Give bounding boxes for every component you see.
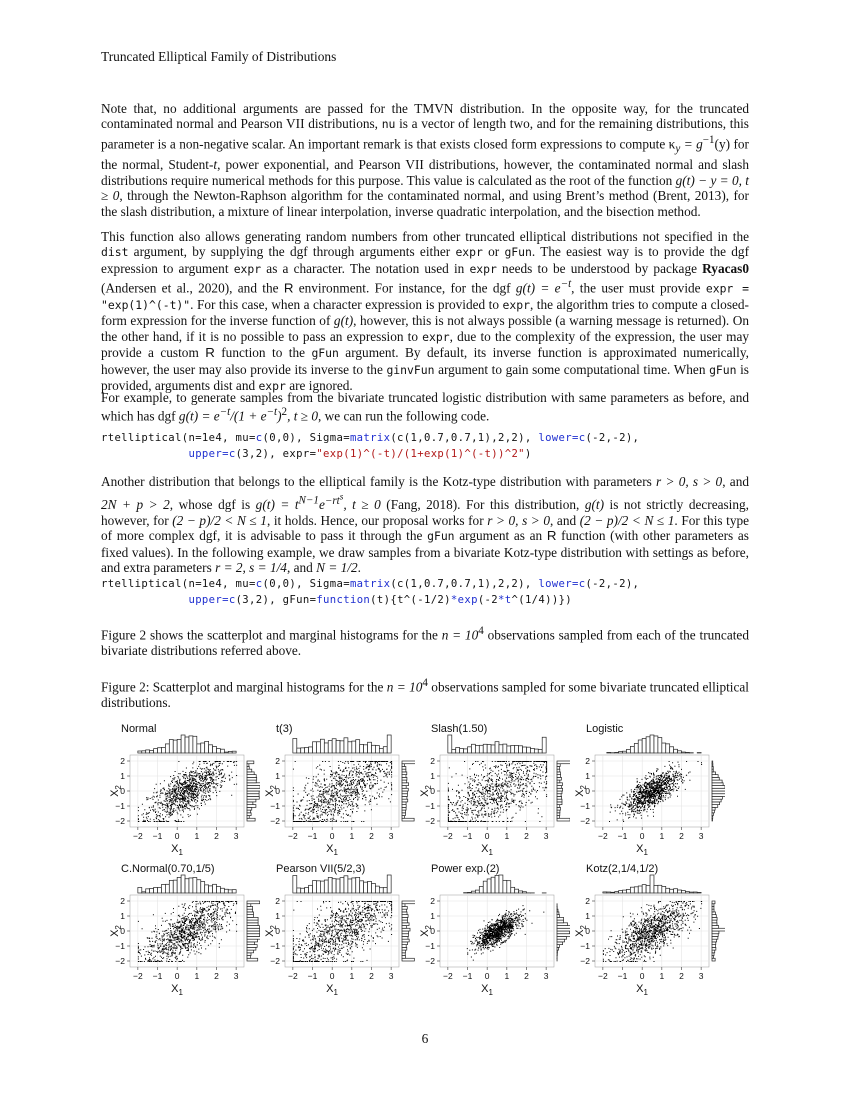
panel-logistic	[565, 718, 725, 858]
paragraph-3: For example, to generate samples from the bivariate truncated logistic distribution with same parameters as before, and which has dgf $g(t) = e^{-t}/(1 + e^{-t})^2$, t ≥ 0, we can run the following code.	[101, 390, 749, 424]
panel-powerexp	[410, 858, 570, 998]
x-tick-label: 1	[349, 971, 355, 981]
y-tick-label: 0	[430, 786, 435, 796]
y-tick-label: 2	[585, 756, 590, 766]
panel-slash	[410, 718, 570, 858]
paragraph-4: Another distribution that belongs to the elliptical family is the Kotz-type distribution with parameters r > 0, s > 0, and 2N + p > 2, whose dgf is $g(t) = t^{N-1}e^{-rt^s}$, t ≥ 0 (Fang, 2018). For this distribution, g(t) is not strictly decreasing, however, for (2 − p)/2 < N ≤ 1, it holds. Hence, our proposal works for r > 0, s > 0, and (2 − p)/2 < N ≤ 1. For this type of more complex dgf, it is advisable to pass it through the gFun argument as an R function (with other parameters as fixed values). In the following example, we draw samples from a bivariate Kotz-type distribution with settings as before, and extra parameters r = 2, s = 1/4, and N = 1/2.	[101, 474, 750, 576]
x-tick-label: 2	[679, 831, 684, 841]
y-axis-label: $X_2$	[264, 785, 278, 797]
y-tick-label: −2	[115, 956, 125, 966]
y-tick-label: −1	[270, 941, 280, 951]
panel-normal	[100, 718, 260, 858]
page-number: 6	[421, 1031, 429, 1046]
panel-title: Logistic	[586, 723, 624, 735]
x-tick-label: −1	[617, 831, 628, 841]
x-tick-label: 0	[639, 831, 645, 841]
y-tick-label: 0	[275, 926, 280, 936]
y-tick-label: 1	[275, 911, 280, 921]
x-tick-label: 2	[524, 971, 529, 981]
y-tick-label: −2	[115, 816, 125, 826]
y-tick-label: 2	[120, 756, 125, 766]
x-tick-label: −1	[462, 971, 473, 981]
marginal-histogram-x	[464, 875, 547, 893]
x-tick-label: 3	[233, 831, 239, 841]
x-tick-label: 0	[484, 971, 490, 981]
x-tick-label: −1	[152, 831, 163, 841]
x-axis-label: $X_1$	[481, 843, 493, 857]
y-axis-label: $X_2$	[109, 785, 123, 797]
panel-title: Kotz(2,1/4,1/2)	[586, 863, 659, 875]
y-tick-label: 0	[120, 786, 125, 796]
x-axis-label: $X_1$	[326, 983, 338, 997]
panel-kotz	[565, 858, 725, 998]
y-tick-label: 1	[585, 911, 590, 921]
x-tick-label: 0	[174, 971, 180, 981]
marginal-histogram-x	[607, 735, 701, 753]
panel-title: C.Normal(0.70,1/5)	[121, 863, 215, 875]
y-tick-label: −1	[580, 941, 590, 951]
panel-pearson	[255, 858, 415, 998]
marginal-histogram-y	[712, 901, 725, 961]
x-tick-label: −2	[133, 971, 143, 981]
y-tick-label: −2	[270, 816, 280, 826]
y-axis-label: $X_2$	[419, 925, 433, 937]
figure-caption: Figure 2: Scatterplot and marginal histograms for the $n = 10^4$ observations sampled for some bivariate truncated elliptical distributions.	[101, 677, 749, 710]
paragraph-2: This function also allows generating random numbers from other truncated elliptical distributions not specified in the dist argument, by supplying the dgf through arguments either expr or gFun. The easiest way is to provide the dgf expression to argument expr as a character. The notation used in expr needs to be understood by package Ryacas0 (Andersen et al., 2020), and the R environment. For instance, for the dgf $g(t) = e^{-t}$, the user must provide expr = "exp(1)^(-t)". For this case, when a character expression is provided to expr, the algorithm tries to compute a closed-form expression for the inverse function of g(t), however, this is not always possible (a warning message is returned). On the other hand, if it is no possible to pass an expression to expr, due to the complexity of the expression, the user may provide a custom R function to the gFun argument. By default, its inverse function is approximated numerically, however, the user may also provide its inverse to the ginvFun argument to gain some computational time. When gFun is provided, arguments dist and expr are ignored.	[101, 229, 750, 394]
y-axis-label: $X_2$	[419, 785, 433, 797]
x-tick-label: 0	[639, 971, 645, 981]
marginal-histogram-x	[603, 875, 701, 893]
y-tick-label: −1	[580, 801, 590, 811]
y-axis-label: $X_2$	[574, 925, 588, 937]
y-tick-label: 1	[430, 771, 435, 781]
y-tick-label: 1	[120, 771, 125, 781]
x-axis-label: $X_1$	[326, 843, 338, 857]
marginal-histogram-x	[293, 875, 391, 893]
plot-area	[285, 895, 399, 967]
y-tick-label: −1	[425, 801, 435, 811]
x-tick-label: 3	[388, 831, 394, 841]
y-tick-label: 0	[585, 786, 590, 796]
x-axis-label: $X_1$	[481, 983, 493, 997]
x-tick-label: 3	[698, 831, 704, 841]
code-nu: nu	[381, 117, 396, 132]
y-tick-label: 1	[275, 771, 280, 781]
panel-title: Normal	[121, 723, 157, 735]
y-tick-label: −1	[425, 941, 435, 951]
marginal-histogram-x	[138, 735, 236, 753]
y-tick-label: −1	[270, 801, 280, 811]
marginal-histogram-y	[712, 761, 725, 821]
code-block-kotz: rtelliptical(n=1e4, mu=c(0,0), Sigma=matrix(c(1,0.7,0.7,1),2,2), lower=c(-2,-2), upper=c(3,2), gFun=function(t){t^(-1/2)*exp(-2*t^(1/4))})	[101, 578, 640, 606]
x-tick-label: 0	[329, 971, 335, 981]
x-tick-label: 2	[214, 831, 219, 841]
marginal-histogram-x	[448, 735, 546, 753]
x-tick-label: −2	[133, 831, 143, 841]
y-tick-label: 0	[430, 926, 435, 936]
x-tick-label: 1	[349, 831, 355, 841]
y-axis-label: $X_2$	[574, 785, 588, 797]
y-axis-label: $X_2$	[264, 925, 278, 937]
y-tick-label: −1	[115, 941, 125, 951]
x-tick-label: −2	[443, 831, 453, 841]
y-tick-label: 2	[430, 756, 435, 766]
y-tick-label: −2	[425, 956, 435, 966]
x-tick-label: 0	[484, 831, 490, 841]
y-tick-label: 1	[585, 771, 590, 781]
x-axis-label: $X_1$	[636, 843, 648, 857]
x-axis-label: $X_1$	[636, 983, 648, 997]
x-tick-label: −2	[288, 831, 298, 841]
x-tick-label: −2	[288, 971, 298, 981]
x-tick-label: 3	[543, 831, 549, 841]
code-block-logistic: rtelliptical(n=1e4, mu=c(0,0), Sigma=matrix(c(1,0.7,0.7,1),2,2), lower=c(-2,-2), upper=c(3,2), expr="exp(1)^(-t)/(1+exp(1)^(-t))^2")	[101, 432, 640, 460]
plot-area	[130, 895, 244, 967]
x-tick-label: 0	[329, 831, 335, 841]
x-tick-label: −2	[598, 971, 608, 981]
y-tick-label: −2	[425, 816, 435, 826]
x-tick-label: 3	[698, 971, 704, 981]
y-tick-label: 2	[585, 896, 590, 906]
x-axis-label: $X_1$	[171, 983, 183, 997]
marginal-histogram-x	[293, 735, 391, 753]
x-tick-label: 2	[524, 831, 529, 841]
running-header: Truncated Elliptical Family of Distributions	[101, 49, 337, 64]
y-tick-label: −1	[115, 801, 125, 811]
figure-2	[100, 718, 750, 998]
x-tick-label: 3	[388, 971, 394, 981]
y-tick-label: 1	[430, 911, 435, 921]
panel-title: Slash(1.50)	[431, 723, 488, 735]
x-tick-label: 1	[504, 971, 510, 981]
x-tick-label: 2	[369, 971, 374, 981]
x-tick-label: 3	[543, 971, 549, 981]
y-tick-label: −2	[580, 816, 590, 826]
x-tick-label: 1	[504, 831, 510, 841]
x-tick-label: 0	[174, 831, 180, 841]
x-tick-label: 1	[659, 971, 665, 981]
x-tick-label: −1	[152, 971, 163, 981]
panel-title: Pearson VII(5/2,3)	[276, 863, 366, 875]
x-tick-label: 1	[194, 971, 200, 981]
x-tick-label: −2	[598, 831, 608, 841]
y-tick-label: 2	[430, 896, 435, 906]
x-tick-label: 2	[679, 971, 684, 981]
y-axis-label: $X_2$	[109, 925, 123, 937]
y-tick-label: 0	[120, 926, 125, 936]
x-axis-label: $X_1$	[171, 843, 183, 857]
x-tick-label: 2	[369, 831, 374, 841]
panel-cnormal	[100, 858, 260, 998]
y-tick-label: 2	[275, 756, 280, 766]
x-tick-label: 2	[214, 971, 219, 981]
y-tick-label: −2	[580, 956, 590, 966]
panel-t3	[255, 718, 415, 858]
y-tick-label: 0	[585, 926, 590, 936]
y-tick-label: 0	[275, 786, 280, 796]
x-tick-label: 3	[233, 971, 239, 981]
panel-title: Power exp.(2)	[431, 863, 500, 875]
y-tick-label: 2	[120, 896, 125, 906]
x-tick-label: 1	[659, 831, 665, 841]
x-tick-label: 1	[194, 831, 200, 841]
package-ryacas0: Ryacas0	[702, 260, 749, 276]
marginal-histogram-x	[138, 875, 236, 893]
paragraph-1: Note that, no additional arguments are passed for the TMVN distribution. In the opposite way, for the truncated contaminated normal and Pearson VII distributions, nu is a vector of length two, and for the remaining distributions, this parameter is a non-negative scalar. An important remark is that exists closed form expressions to compute $\kappa_y = g^{-1}(y)$ for the normal, Student-t, power exponential, and Pearson VII distributions, however, the contaminated normal and slash distributions require numerical methods for this purpose. This value is calculated as the root of the function g(t) − y = 0, t ≥ 0, through the Newton-Raphson algorithm for the contaminated normal, and using Brent’s method (Brent, 2013), for the slash distribution, a mixture of linear interpolation, inverse quadratic interpolation, and the bisection method.	[101, 101, 749, 219]
x-tick-label: −1	[307, 831, 318, 841]
x-tick-label: −2	[443, 971, 453, 981]
y-tick-label: 1	[120, 911, 125, 921]
paragraph-5: Figure 2 shows the scatterplot and marginal histograms for the $n = 10^4$ observations sampled from each of the truncated bivariate distributions referred above.	[101, 625, 749, 658]
panel-title: t(3)	[276, 723, 293, 735]
y-tick-label: −2	[270, 956, 280, 966]
x-tick-label: −1	[307, 971, 318, 981]
x-tick-label: −1	[462, 831, 473, 841]
plot-area	[285, 755, 399, 827]
y-tick-label: 2	[275, 896, 280, 906]
x-tick-label: −1	[617, 971, 628, 981]
